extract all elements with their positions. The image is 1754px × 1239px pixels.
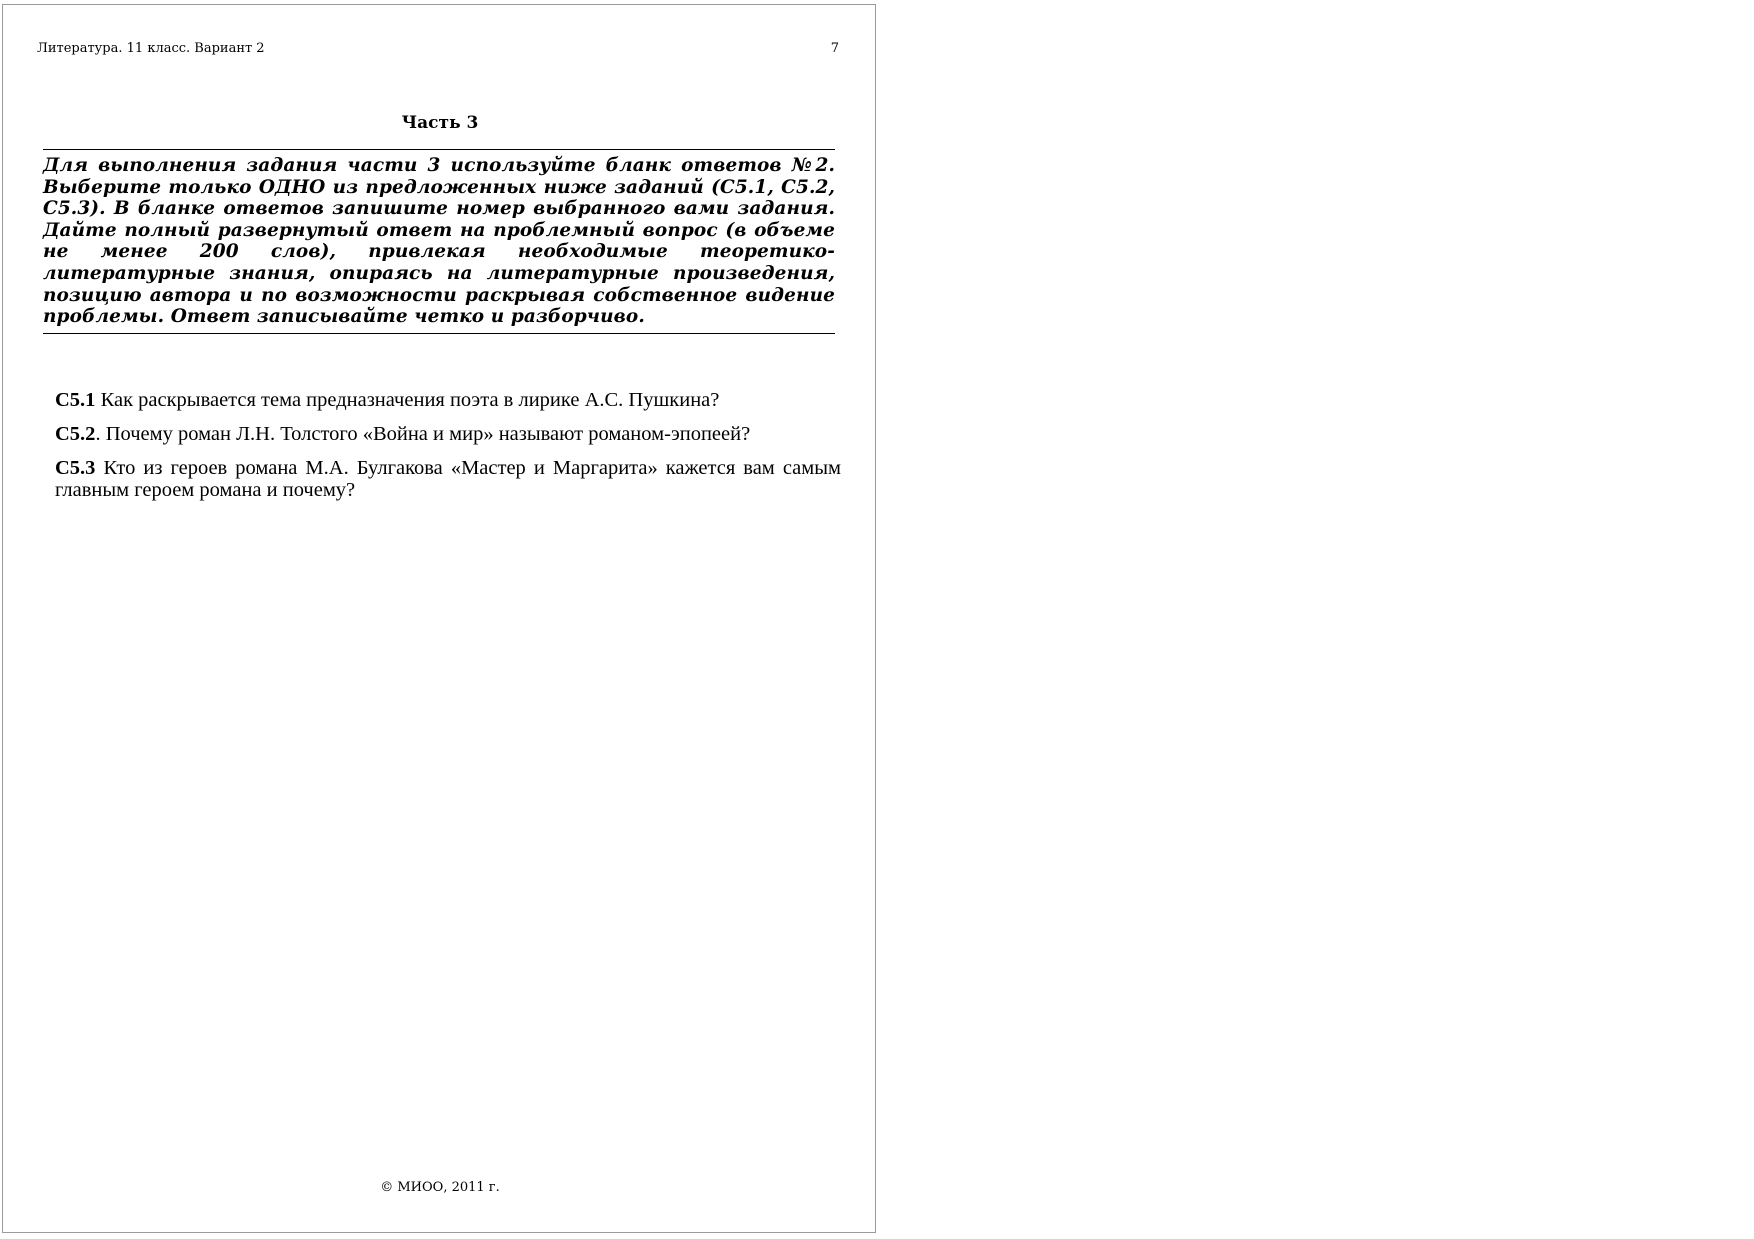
running-title: Литература. 11 класс. Вариант 2 bbox=[37, 41, 265, 56]
task-text: Как раскрывается тема предназначения поэта в лирике А.С. Пушкина? bbox=[95, 389, 720, 411]
page-number: 7 bbox=[830, 41, 839, 56]
task-c5-1 bbox=[55, 389, 841, 411]
task-c5-3 bbox=[55, 457, 841, 501]
copyright-footer: © МИОО, 2011 г. bbox=[380, 1180, 500, 1195]
part-title: Часть 3 bbox=[401, 113, 479, 133]
task-text: . Почему роман Л.Н. Толстого «Война и мир» называют романом-эпопеей? bbox=[95, 423, 751, 445]
task-list bbox=[55, 389, 841, 513]
task-text: Кто из героев романа М.А. Булгакова «Мастер и Маргарита» кажется вам самым главным героем романа и почему? bbox=[55, 457, 841, 501]
task-code: С5.3 bbox=[55, 457, 96, 479]
task-code: С5.1 bbox=[55, 389, 96, 411]
task-code: С5.2 bbox=[55, 423, 96, 445]
document-page bbox=[2, 4, 876, 1233]
task-c5-2 bbox=[55, 423, 841, 445]
instructions-block: Для выполнения задания части 3 используйте бланк ответов №2. Выберите только ОДНО из предложенных ниже заданий (С5.1, С5.2, С5.3). В бланке ответов запишите номер выбранного вами задания. Дайте полный развернутый ответ на проблемный вопрос (в объеме не менее 200 слов), привлекая необходимые теоретико-литературные знания, опираясь на литературные произведения, позицию автора и по возможности раскрывая собственное видение проблемы. Ответ записывайте четко и разборчиво. bbox=[43, 149, 835, 334]
